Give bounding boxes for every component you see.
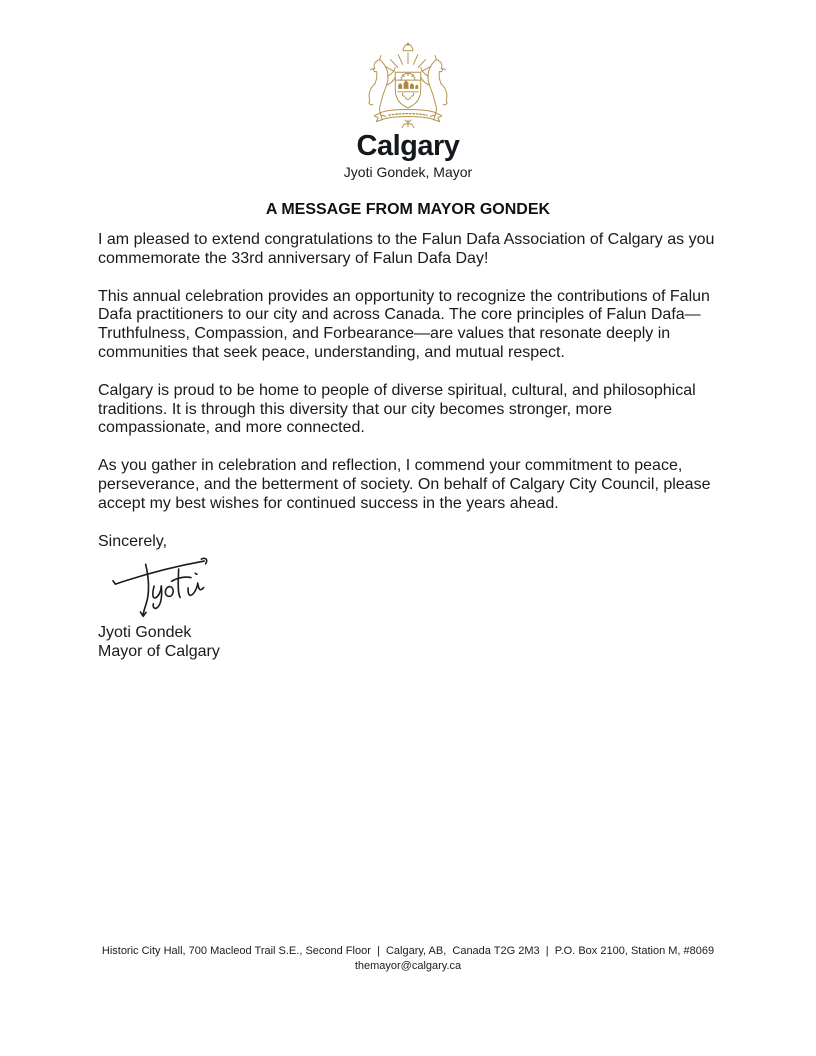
- mayor-name-line: Jyoti Gondek, Mayor: [343, 164, 473, 180]
- letter-body: [98, 231, 726, 662]
- signer-title: Mayor of Calgary: [98, 643, 220, 661]
- signer-name: Jyoti Gondek: [98, 624, 192, 642]
- letter-paragraph-1: I am pleased to extend congratulations to the Falun Dafa Association of Calgary as you commemorate the 33rd anniversary of Falun Dafa Day!: [98, 231, 715, 267]
- letter-paragraph-3: Calgary is proud to be home to people of diverse spiritual, cultural, and philosophical traditions. It is through this diversity that our city becomes stronger, more compassionate, and more connected.: [98, 381, 696, 437]
- signature-image: [110, 553, 236, 621]
- letter-footer: [0, 944, 816, 973]
- calgary-wordmark: Calgary: [356, 130, 460, 162]
- letter-paragraph-4: As you gather in celebration and reflection, I commend your commitment to peace, perseverance, and the betterment of society. On behalf of Calgary City Council, please accept my best wishes for continued success in the years ahead.: [98, 457, 711, 512]
- closing-salutation: Sincerely,: [98, 532, 168, 550]
- letterhead: [0, 40, 816, 181]
- letter-paragraph-2: This annual celebration provides an opportunity to recognize the contributions of Falun Dafa practitioners to our city and across Canada. The core principles of Falun Dafa—Truthfulness, Compassion, and Forbearance—are values that resonate deeply in communities that seek peace, understanding, and mutual respect.: [98, 287, 710, 361]
- footer-email: themayor@calgary.ca: [354, 959, 462, 972]
- letter-heading: A MESSAGE FROM MAYOR GONDEK: [265, 201, 551, 218]
- calgary-coat-of-arms-icon: [365, 40, 451, 128]
- footer-address-line: Historic City Hall, 700 Macleod Trail S.E., Second Floor | Calgary, AB, Canada T2G 2M3 | P.O. Box 2100, Station M, #8069: [101, 945, 715, 957]
